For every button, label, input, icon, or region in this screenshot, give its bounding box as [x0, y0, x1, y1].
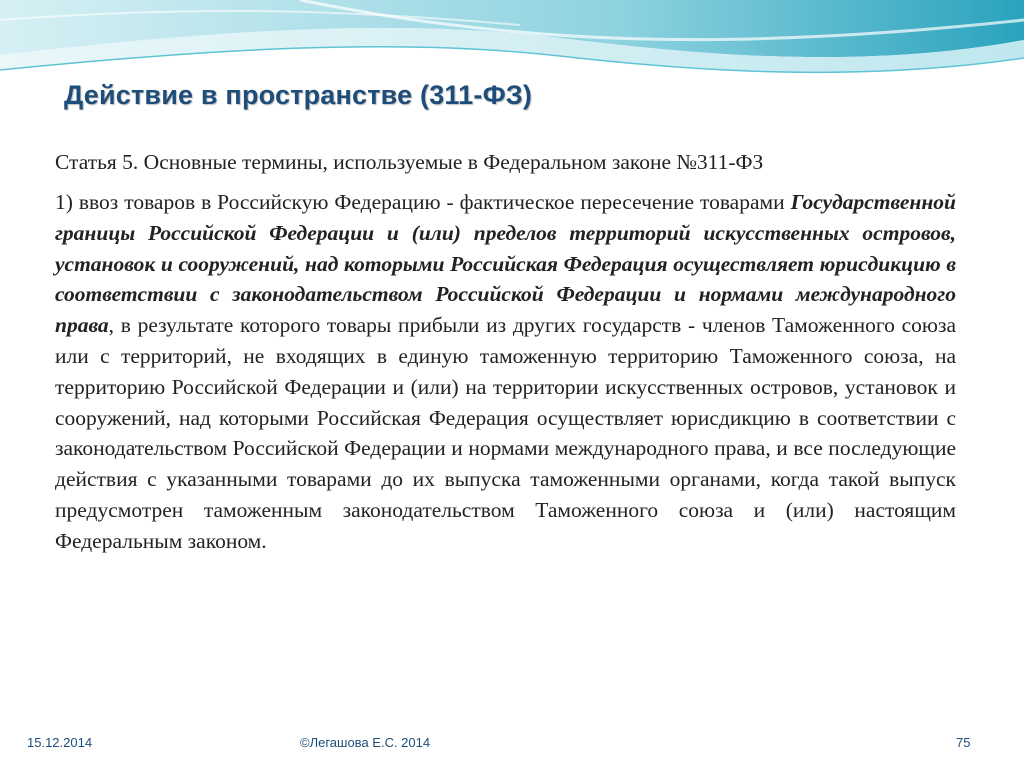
article-rest-text: , в результате которого товары прибыли из других государств - членов Таможенного союза или с территорий, не входящих в единую таможенную территорию Таможенного союза, на территорию Российской Федерации и (или) на территории искусственных островов, установок и сооружений, над которыми Российская Федерация осуществляет юрисдикцию в соответствии с законодательством Российской Федерации и нормами международного права, и все последующие действия с указанными товарами до их выпуска таможенными органами, когда такой выпуск предусмотрен таможенным законодательством Таможенного союза и (или) настоящим Федеральным законом. [55, 313, 956, 553]
article-heading: Статья 5. Основные термины, используемые в Федеральном законе №311-ФЗ [55, 150, 764, 174]
footer-page-number: 75 [956, 735, 971, 750]
slide-title: Действие в пространстве (311-ФЗ) [64, 80, 533, 110]
article-emphasis-text: Государственной границы Российской Федерации и (или) пределов территорий искусственных островов, установок и сооружений, над которыми Российская Федерация осуществляет юрисдикцию в соответствии с законодательством Российской Федерации и нормами международного права [55, 190, 956, 338]
article-lead-text: 1) ввоз товаров в Российскую Федерацию - фактическое пересечение товарами [55, 190, 791, 214]
decorative-wave-banner [0, 0, 1024, 90]
footer-author: ©Легашова Е.С. 2014 [300, 735, 431, 750]
article-paragraph [55, 187, 956, 557]
footer-date: 15.12.2014 [27, 735, 93, 750]
